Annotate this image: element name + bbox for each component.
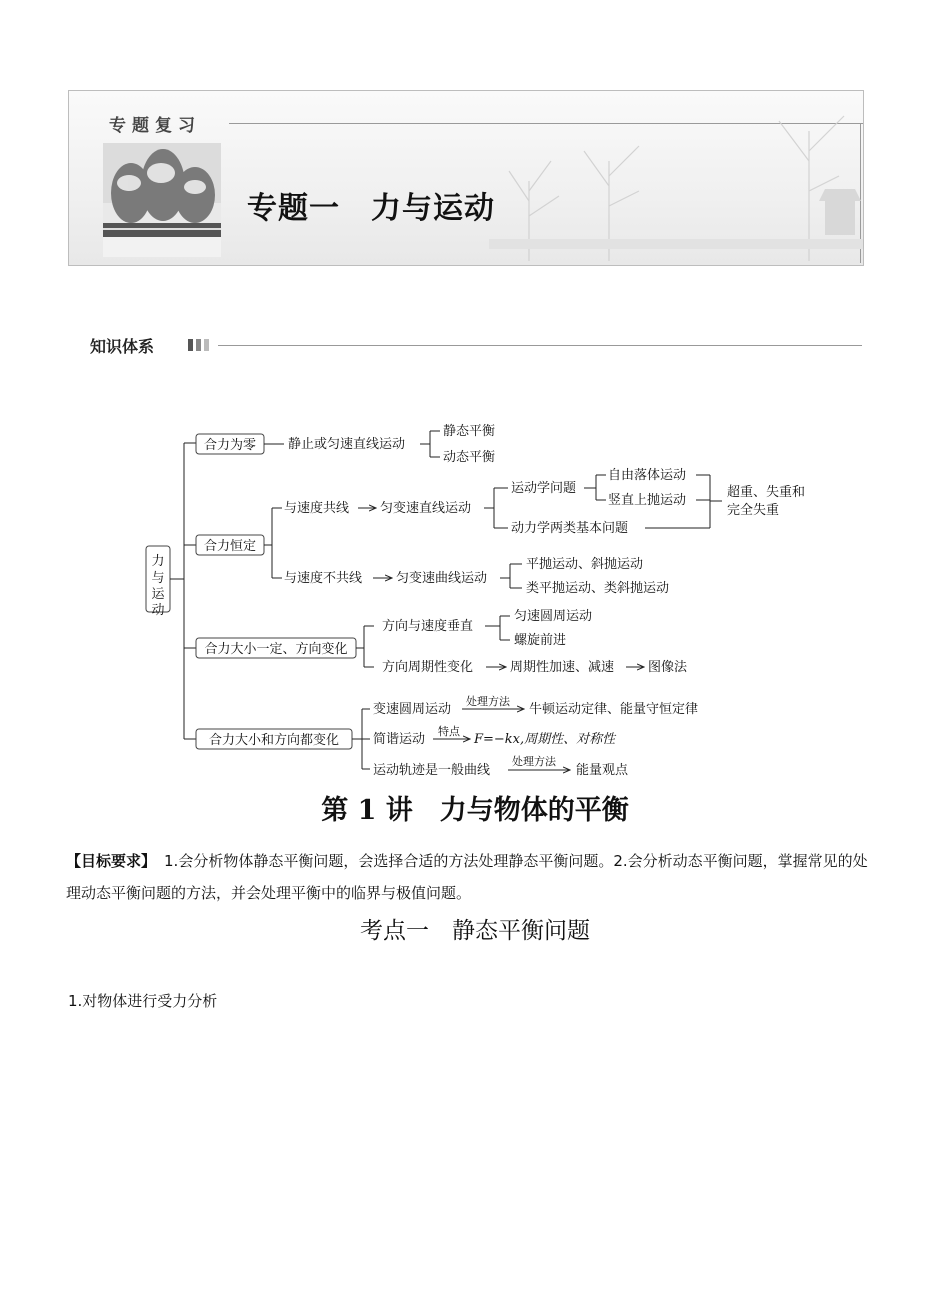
branch4-label: 合力大小和方向都变化 (208, 733, 340, 748)
b1-r2: 动态平衡 (443, 450, 496, 465)
b4-s2: 简谐运动 (373, 732, 426, 747)
b4-fork (352, 709, 370, 769)
b3-s1: 方向与速度垂直 (382, 619, 474, 634)
b4-s2r: F=−kx,周期性、对称性 (474, 732, 616, 747)
b2-k2: 动力学两类基本问题 (511, 521, 629, 536)
lecture-title: 第 1 讲 力与物体的平衡 (321, 795, 629, 826)
winter-scene-graphic (489, 91, 864, 266)
root-label-1: 力 (151, 554, 165, 569)
b2-k1: 运动学问题 (511, 481, 577, 496)
section-title: 知识体系 (90, 337, 155, 356)
b2-fork (264, 508, 282, 578)
b4-a1: 处理方法 (466, 695, 510, 708)
branch2-label: 合力恒定 (203, 539, 257, 554)
b3-s2a: 周期性加速、减速 (510, 660, 615, 675)
snow-tree-photo (103, 143, 221, 257)
b4-s3r: 能量观点 (576, 763, 629, 778)
branch3-label: 合力大小一定、方向变化 (204, 642, 348, 657)
knowledge-mindmap (0, 400, 950, 785)
root-label-3: 运 (151, 587, 165, 602)
topic-banner (68, 90, 864, 266)
knowledge-system-header (90, 334, 862, 356)
b2-s2-fork (500, 564, 522, 588)
b2-s1b: 匀变速直线运动 (380, 501, 472, 516)
b2-s2: 与速度不共线 (284, 571, 363, 586)
b2-k1-fork (584, 475, 606, 500)
b3-fork (356, 626, 374, 667)
section-rule (218, 345, 862, 346)
b2-c1: 平抛运动、斜抛运动 (526, 557, 644, 572)
b2-k1b: 竖直上抛运动 (608, 493, 687, 508)
goal-text: 1.会分析物体静态平衡问题，会选择合适的方法处理静态平衡问题。2.会分析动态平衡问题，掌握常见的处理动态平衡问题的方法，并会处理平衡中的临界与极值问题。 (66, 852, 868, 902)
root-label-4: 动 (151, 603, 165, 618)
b4-a2: 特点 (438, 725, 460, 738)
goal-tag: 【目标要求】 (66, 852, 157, 870)
b3-s2b: 图像法 (648, 660, 688, 675)
b2-s1: 与速度共线 (284, 501, 350, 516)
b1-fork (420, 431, 440, 457)
banner-label: 专题复习 (109, 116, 201, 136)
b2-res2: 完全失重 (727, 503, 780, 518)
section-bars-icon (188, 339, 212, 358)
point-title: 考点一 静态平衡问题 (360, 918, 590, 944)
b2-s1-fork (484, 488, 508, 528)
b3-s2: 方向周期性变化 (382, 660, 474, 675)
b4-s1r: 牛顿运动定律、能量守恒定律 (529, 702, 699, 717)
b1-r1: 静态平衡 (443, 424, 496, 439)
b4-a3: 处理方法 (512, 755, 556, 768)
b2-c2: 类平抛运动、类斜抛运动 (526, 581, 670, 596)
b3-s1-fork (485, 616, 510, 640)
trunk-lines (170, 443, 196, 739)
b4-s3: 运动轨迹是一般曲线 (373, 763, 491, 778)
b2-s2b: 匀变速曲线运动 (396, 571, 488, 586)
b3-s1a: 匀速圆周运动 (514, 609, 593, 624)
topic-title: 专题一 力与运动 (247, 191, 495, 226)
b2-res1: 超重、失重和 (727, 485, 806, 500)
b2-k1a: 自由落体运动 (608, 468, 687, 483)
b3-s1b: 螺旋前进 (514, 633, 567, 648)
b4-s1: 变速圆周运动 (373, 702, 452, 717)
b1-mid: 静止或匀速直线运动 (288, 437, 406, 452)
branch1-label: 合力为零 (203, 438, 257, 453)
item-1: 1.对物体进行受力分析 (68, 992, 218, 1010)
root-label-2: 与 (151, 571, 165, 586)
goal-requirements (66, 845, 882, 909)
